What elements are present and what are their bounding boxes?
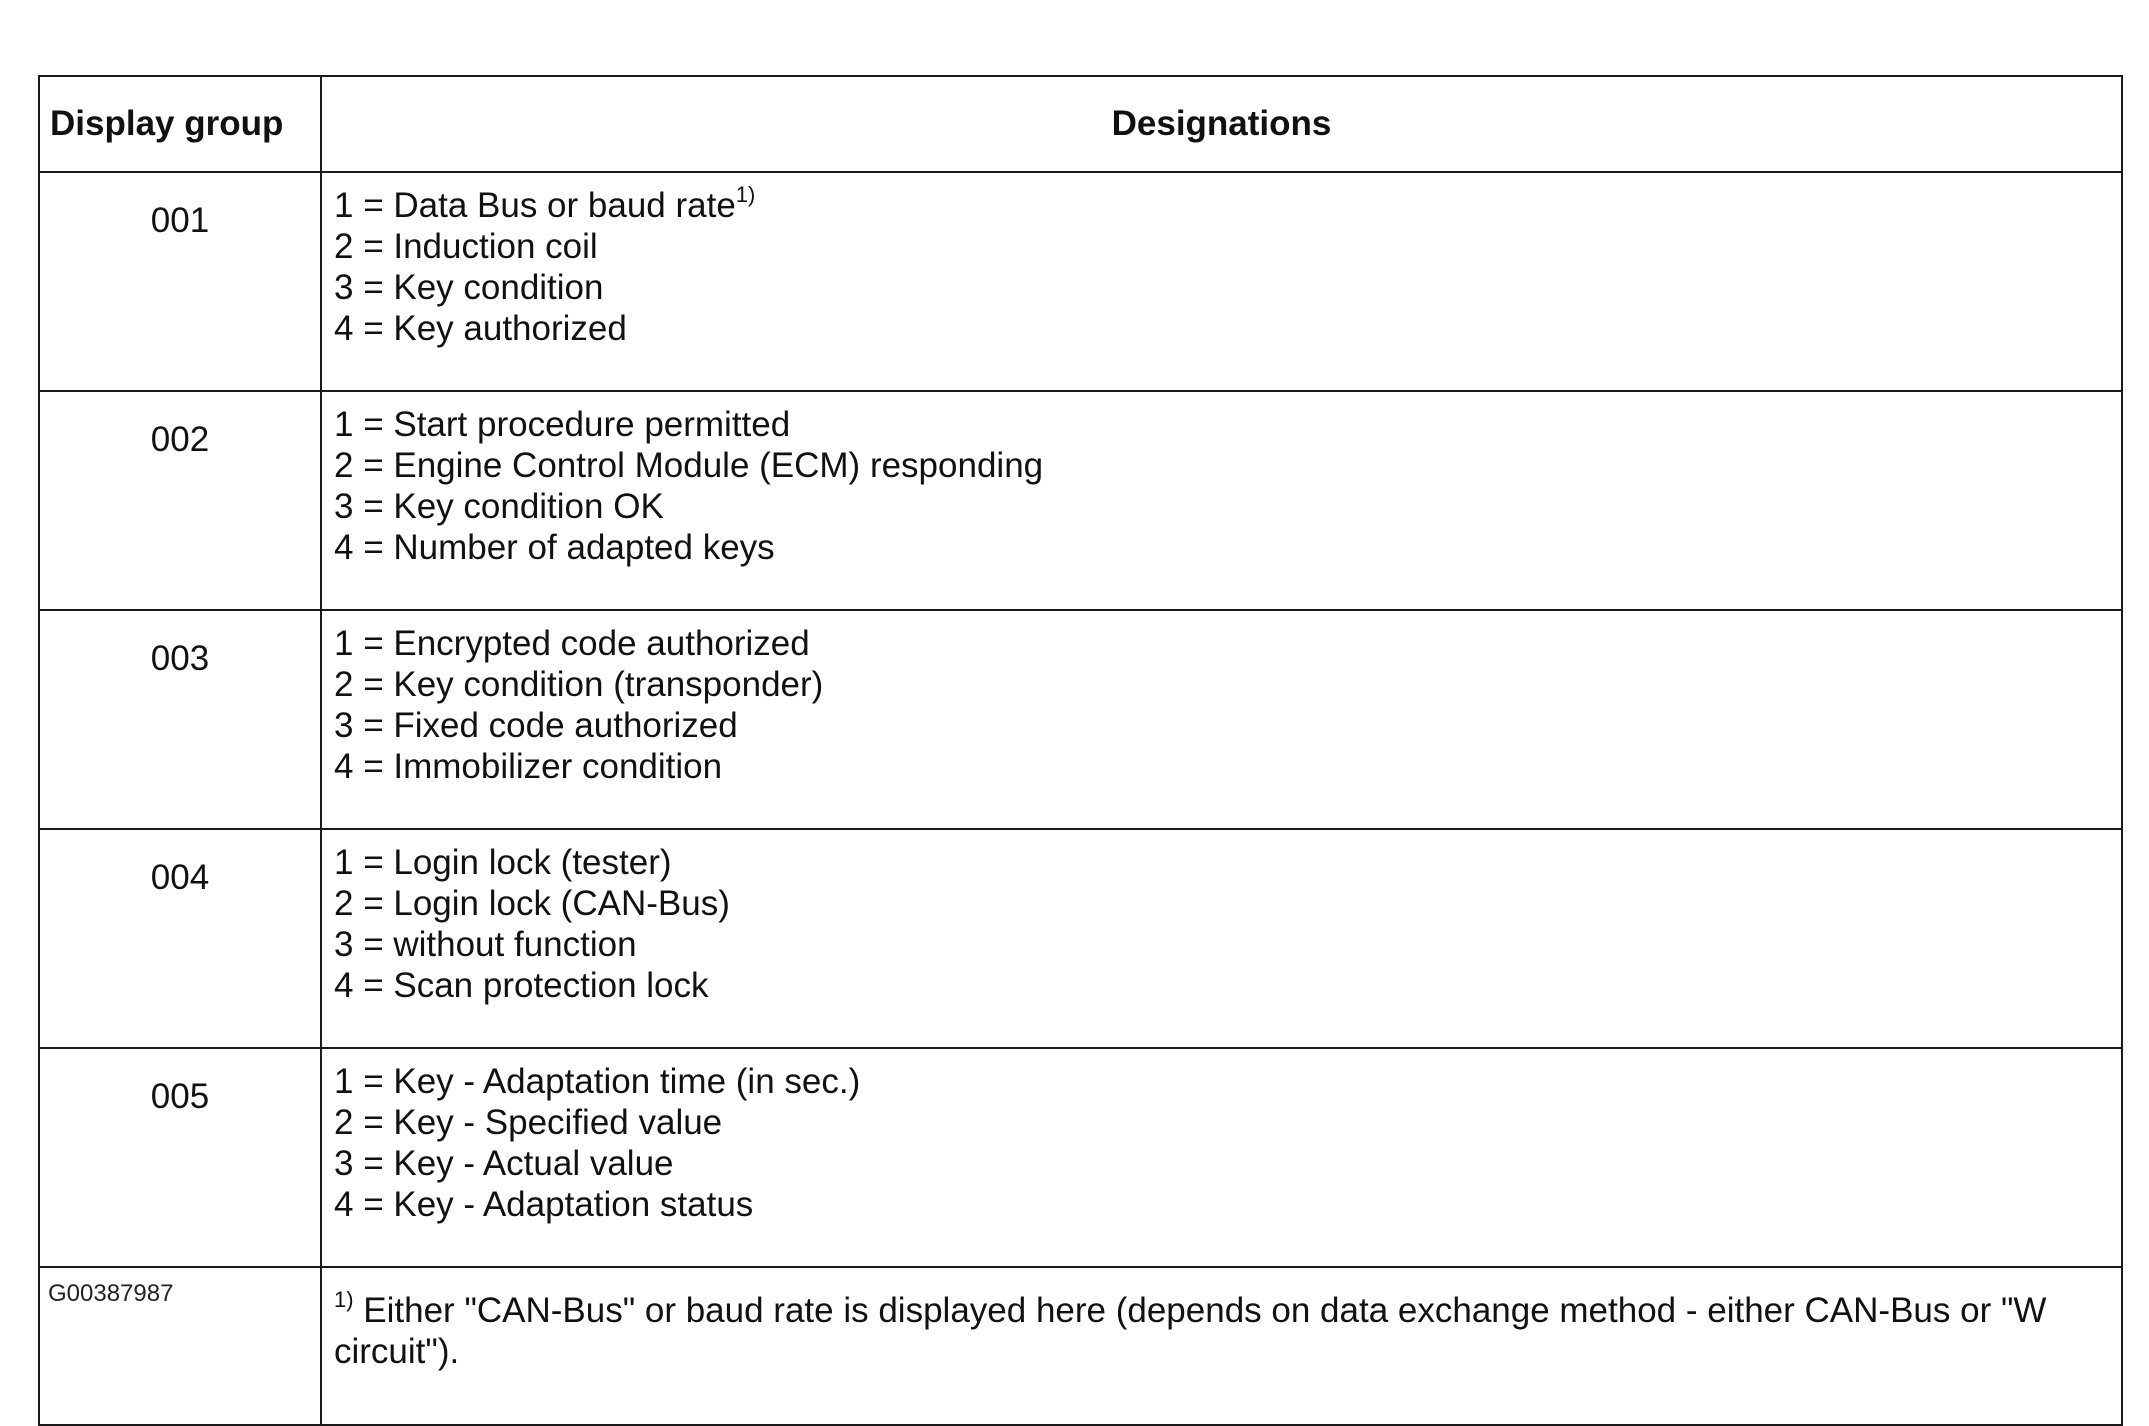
footnote-marker: 1): [334, 1287, 354, 1313]
designations-cell: [321, 829, 2122, 1048]
designation-text: 1 = Encrypted code authorized: [334, 624, 810, 663]
display-group-cell: 001: [39, 172, 321, 391]
designation-text: 2 = Key - Specified value: [334, 1103, 723, 1142]
designation-text: 3 = without function: [334, 925, 637, 964]
designation-text: 4 = Scan protection lock: [334, 966, 709, 1005]
designation-line: [334, 746, 2109, 787]
designations-cell: [321, 172, 2122, 391]
designation-text: 3 = Key condition: [334, 268, 604, 307]
designation-line: [334, 404, 2109, 445]
designation-line: [334, 226, 2109, 267]
designation-text: 2 = Login lock (CAN-Bus): [334, 884, 730, 923]
designation-line: [334, 664, 2109, 705]
designation-text: 3 = Key condition OK: [334, 487, 664, 526]
designation-text: 1 = Key - Adaptation time (in sec.): [334, 1062, 861, 1101]
designations-cell: [321, 610, 2122, 829]
designation-line: [334, 486, 2109, 527]
footnote-reference: 1): [735, 182, 756, 208]
display-group-cell: 004: [39, 829, 321, 1048]
designation-line: [334, 267, 2109, 308]
header-display-group: Display group: [39, 76, 321, 172]
designation-line: [334, 705, 2109, 746]
designation-line: [334, 1061, 2109, 1102]
designation-text: 1 = Data Bus or baud rate: [334, 186, 736, 225]
designation-text: 4 = Key - Adaptation status: [334, 1185, 754, 1224]
display-group-cell: 003: [39, 610, 321, 829]
designation-line: [334, 924, 2109, 965]
designations-cell: [321, 391, 2122, 610]
designation-line: [334, 1143, 2109, 1184]
designation-text: 1 = Login lock (tester): [334, 843, 672, 882]
table-header-row: [39, 76, 2122, 172]
footnote-cell: [321, 1267, 2122, 1425]
designation-line: [334, 445, 2109, 486]
designation-line: [334, 527, 2109, 568]
designation-text: 2 = Key condition (transponder): [334, 665, 824, 704]
designation-text: 2 = Engine Control Module (ECM) responding: [334, 446, 1044, 485]
designation-text: 2 = Induction coil: [334, 227, 598, 266]
designation-line: [334, 308, 2109, 349]
designation-text: 4 = Immobilizer condition: [334, 747, 723, 786]
designations-table: [38, 75, 2123, 1426]
designation-text: 3 = Key - Actual value: [334, 1144, 674, 1183]
designation-text: 4 = Number of adapted keys: [334, 528, 775, 567]
designation-line: [334, 1102, 2109, 1143]
display-group-cell: 002: [39, 391, 321, 610]
designation-text: 1 = Start procedure permitted: [334, 405, 791, 444]
designation-line: [334, 182, 2109, 226]
header-designations: Designations: [321, 76, 2122, 172]
table-row: [39, 610, 2122, 829]
designations-cell: [321, 1048, 2122, 1267]
designation-text: 3 = Fixed code authorized: [334, 706, 738, 745]
designation-line: [334, 623, 2109, 664]
table-row: [39, 829, 2122, 1048]
table-row: [39, 172, 2122, 391]
footnote-row: [39, 1267, 2122, 1425]
designation-line: [334, 965, 2109, 1006]
designation-line: [334, 883, 2109, 924]
figure-id: G00387987: [48, 1280, 174, 1307]
designation-line: [334, 1184, 2109, 1225]
footnote-text: Either "CAN-Bus" or baud rate is displayed here (depends on data exchange method - either CAN-Bus or "W circuit").: [334, 1291, 2047, 1371]
table-body: [39, 172, 2122, 1425]
table-row: [39, 1048, 2122, 1267]
display-group-cell: 005: [39, 1048, 321, 1267]
table-row: [39, 391, 2122, 610]
designation-text: 4 = Key authorized: [334, 309, 627, 348]
designation-line: [334, 842, 2109, 883]
